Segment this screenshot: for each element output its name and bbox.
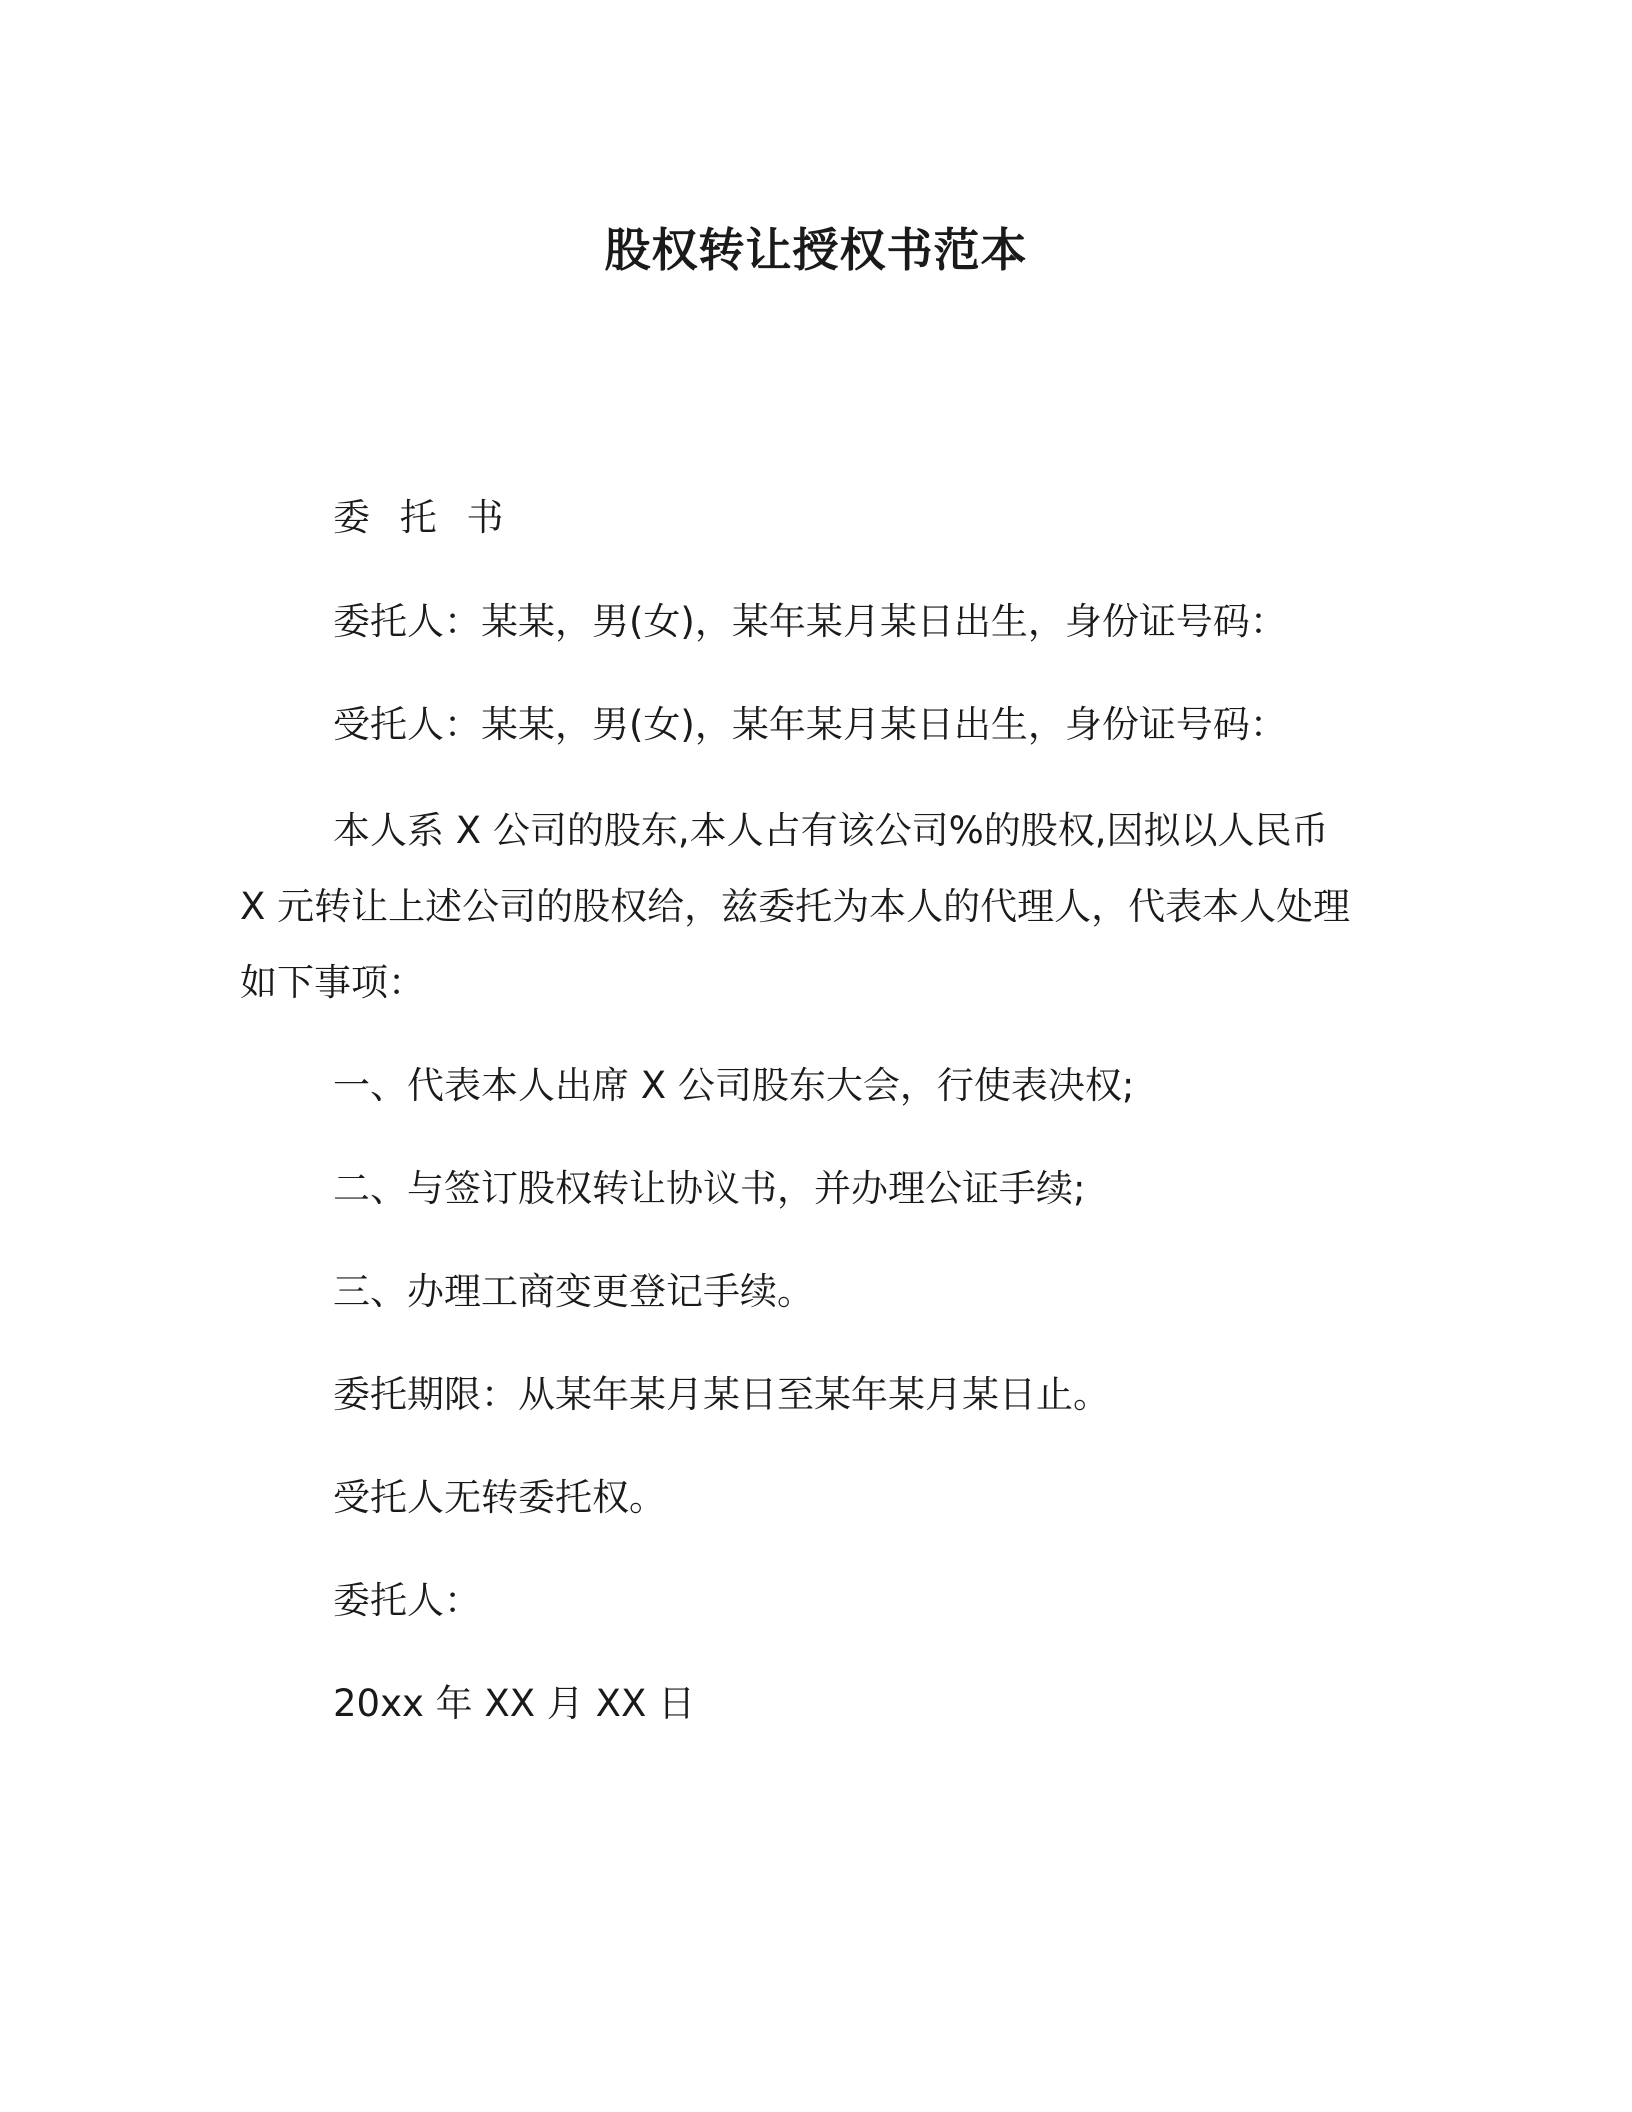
section-heading: 委 托 书 bbox=[333, 496, 513, 539]
list-item: 一、代表本人出席 X 公司股东大会，行使表决权; bbox=[333, 1064, 1135, 1107]
list-item: 二、与签订股权转让协议书，并办理公证手续; bbox=[333, 1167, 1086, 1210]
list-item: 三、办理工商变更登记手续。 bbox=[333, 1270, 814, 1313]
document-title: 股权转让授权书范本 bbox=[604, 223, 1028, 277]
statement-paragraph: 本人系 X 公司的股东,本人占有该公司%的股权,因拟以人民币 X 元转让上述公司的股权给，兹委托为本人的代理人，代表本人处理如下事项： bbox=[240, 809, 1351, 1004]
principal-line: 委托人：某某，男(女)，某年某月某日出生，身份证号码： bbox=[333, 600, 1287, 643]
term-line: 委托期限：从某年某月某日至某年某月某日止。 bbox=[333, 1373, 1110, 1416]
agent-line: 受托人：某某，男(女)，某年某月某日出生，身份证号码： bbox=[333, 703, 1287, 746]
no-subdelegation-line: 受托人无转委托权。 bbox=[333, 1476, 666, 1519]
signature-label: 委托人： bbox=[333, 1579, 481, 1622]
date-line: 20xx 年 XX 月 XX 日 bbox=[333, 1682, 696, 1725]
